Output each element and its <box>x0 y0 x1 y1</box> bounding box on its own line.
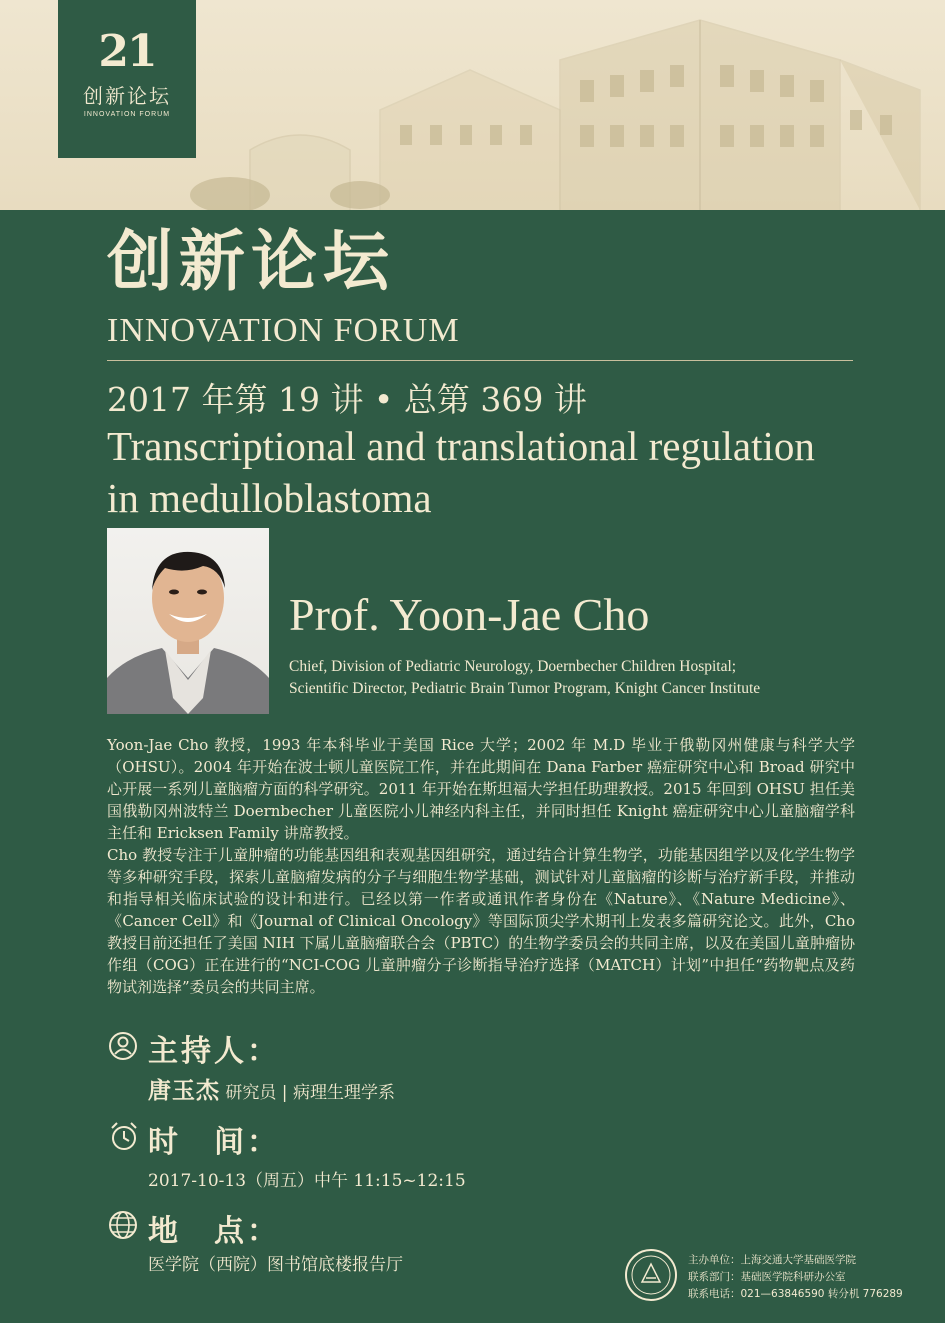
host-title: 研究员 | 病理生理学系 <box>220 1083 395 1103</box>
time-heading: 时 间： <box>148 1125 280 1160</box>
organizer: 主办单位：上海交通大学基础医学院 <box>688 1254 856 1266</box>
footer-info <box>688 1252 938 1303</box>
logo-chinese: 创新论坛 <box>83 84 171 108</box>
header-banner <box>0 0 945 210</box>
logo-english: INNOVATION FORUM <box>83 111 171 118</box>
host-name: 唐玉杰 <box>148 1078 220 1104</box>
time-value: 2017-10-13（周五）中午 11:15~12:15 <box>148 1171 466 1191</box>
speaker-affiliations <box>289 656 889 700</box>
forum-logo <box>58 0 196 158</box>
place-value: 医学院（西院）图书馆底楼报告厅 <box>148 1255 403 1275</box>
affiliation-line: Scientific Director, Pediatric Brain Tumor Program, Knight Cancer Institute <box>289 680 761 697</box>
person-icon <box>108 1031 138 1061</box>
logo-number: 21 <box>98 26 156 77</box>
bio-paragraph: Cho 教授专注于儿童肿瘤的功能基因组和表观基因组研究，通过结合计算生物学，功能基因组学以及化学生物学等多种研究手段，探索儿童脑瘤发病的分子与细胞生物学基础，测试针对儿童脑瘤的诊断与治疗新手段，并推动和指导相关临床试验的设计和进行。已经以第一作者或通讯作者身份在《Nature》、《Nature Medicine》、《Cancer Cell》和《Journal of Clinical Oncology》等国际顶尖学术期刊上发表多篇研究论文。此外，Cho 教授目前还担任了美国 NIH 下属儿童脑瘤联合会（PBTC）的生物学委员会的共同主席，以及在美国儿童肿瘤协作组（COG）正在进行的“NCI-COG 儿童肿瘤分子诊断指导治疗选择（MATCH）计划”中担任“药物靶点及药物试剂选择”委员会的共同主席。 <box>107 846 855 996</box>
globe-icon <box>108 1210 138 1240</box>
divider <box>107 360 853 361</box>
talk-title <box>107 420 867 524</box>
affiliation-line: Chief, Division of Pediatric Neurology, Doernbecher Children Hospital; <box>289 658 737 675</box>
forum-title-chinese: 创新论坛 <box>107 223 395 300</box>
speaker-name: Prof. Yoon-Jae Cho <box>289 589 650 640</box>
contact-department: 联系部门：基础医学院科研办公室 <box>688 1271 846 1283</box>
university-seal-icon <box>624 1248 678 1302</box>
alarm-clock-icon <box>108 1120 140 1152</box>
place-heading: 地 点： <box>148 1214 280 1249</box>
speaker-photo <box>107 528 269 714</box>
host-info <box>148 1072 395 1105</box>
talk-title-line: in medulloblastoma <box>107 475 432 521</box>
speaker-bio <box>107 734 855 998</box>
talk-title-line: Transcriptional and translational regulation <box>107 423 815 469</box>
contact-phone: 联系电话：021—63846590 转分机 776289 <box>688 1288 903 1300</box>
forum-title-english: INNOVATION FORUM <box>107 312 460 349</box>
host-heading: 主持人： <box>148 1034 280 1069</box>
bio-paragraph: Yoon-Jae Cho 教授，1993 年本科毕业于美国 Rice 大学；2002 年 M.D 毕业于俄勒冈州健康与科学大学（OHSU）。2004 年开始在波士顿儿童医院工作，并在此期间在 Dana Farber 癌症研究中心和 Broad 研究中心开展一系列儿童脑瘤方面的科学研究。2011 年开始在斯坦福大学担任助理教授。2015 年回到 OHSU 担任美国俄勒冈州波特兰 Doernbecher 儿童医院小儿神经内科主任，并同时担任 Knight 癌症研究中心儿童脑瘤学科主任和 Ericksen Family 讲席教授。 <box>107 736 855 842</box>
session-number: 2017 年第 19 讲 • 总第 369 讲 <box>107 380 587 419</box>
